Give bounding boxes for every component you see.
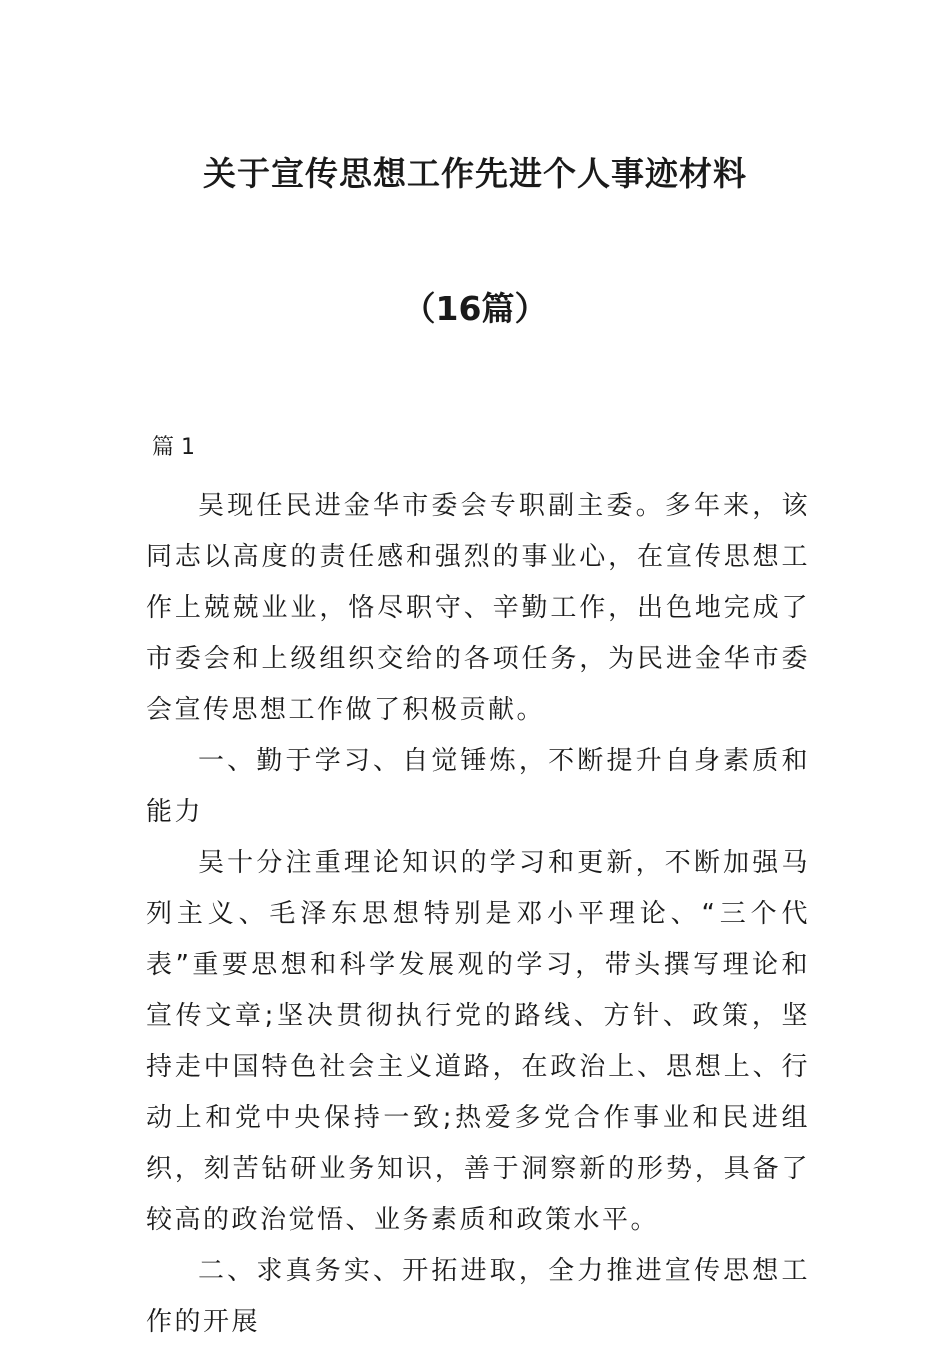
document-subtitle: （16篇） — [402, 289, 548, 328]
section-label: 篇 1 — [152, 435, 195, 460]
paragraph-heading-2: 二、求真务实、开拓进取，全力推进宣传思想工作的开展 — [146, 1256, 810, 1337]
paragraph-intro: 吴现任民进金华市委会专职副主委。多年来，该同志以高度的责任感和强烈的事业心，在宣传思想工作上兢兢业业，恪尽职守、辛勤工作，出色地完成了市委会和上级组织交给的各项任务，为民进金华市委会宣传思想工作做了积极贡献。 — [146, 491, 810, 725]
paragraph-study: 吴十分注重理论知识的学习和更新，不断加强马列主义、毛泽东思想特别是邓小平理论、“三个代表”重要思想和科学发展观的学习，带头撰写理论和宣传文章;坚决贯彻执行党的路线、方针、政策，坚持走中国特色社会主义道路，在政治上、思想上、行动上和党中央保持一致;热爱多党合作事业和民进组织，刻苦钻研业务知识，善于洞察新的形势，具备了较高的政治觉悟、业务素质和政策水平。 — [146, 848, 810, 1235]
document-title: 关于宣传思想工作先进个人事迹材料 — [203, 154, 747, 193]
paragraph-heading-1: 一、勤于学习、自觉锤炼，不断提升自身素质和能力 — [146, 746, 810, 827]
document-body — [146, 481, 810, 1348]
